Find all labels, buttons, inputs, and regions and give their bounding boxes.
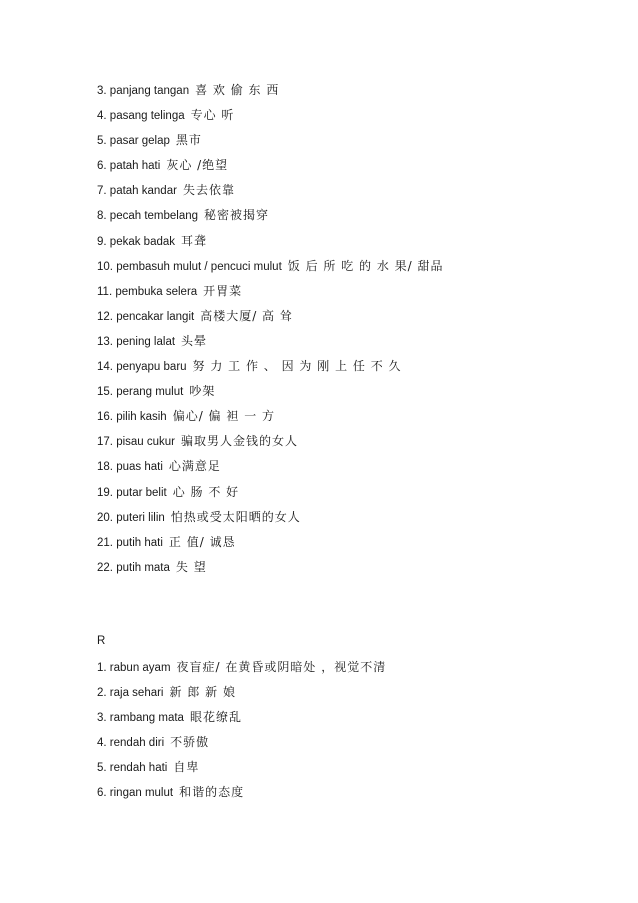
item-number: 16.	[97, 411, 113, 424]
malay-term: pecah tembelang	[109, 210, 199, 223]
chinese-meaning: 偏心/ 偏 袒 一 方	[172, 409, 276, 424]
malay-term: putih hati	[116, 536, 163, 549]
list-item	[97, 156, 617, 181]
chinese-meaning: 夜盲症/ 在黄昏或阴暗处 ，视觉不清	[176, 660, 387, 674]
item-number: 3.	[97, 712, 107, 725]
chinese-meaning: 怕热或受太阳晒的女人	[170, 509, 301, 524]
chinese-meaning: 秘密被揭穿	[204, 208, 270, 223]
malay-term: pembuka selera	[115, 285, 198, 298]
list-item	[97, 307, 617, 332]
chinese-meaning: 喜 欢 偷 东 西	[195, 83, 280, 97]
chinese-meaning: 自卑	[173, 760, 200, 775]
idiom-list-p	[97, 81, 617, 583]
list-item	[97, 533, 617, 558]
malay-term: puteri lilin	[116, 511, 165, 524]
chinese-meaning: 吵架	[189, 384, 216, 399]
item-number: 7.	[97, 185, 107, 198]
chinese-meaning: 新 郎 新 娘	[169, 685, 236, 700]
malay-term: panjang tangan	[109, 85, 190, 97]
list-item	[97, 232, 617, 257]
item-number: 4.	[97, 737, 107, 750]
item-number: 18.	[97, 461, 113, 474]
chinese-meaning: 失 望	[175, 559, 207, 574]
chinese-meaning: 开胃菜	[203, 283, 243, 298]
malay-term: rendah diri	[109, 737, 165, 750]
malay-term: patah kandar	[109, 185, 177, 198]
section-heading-r: R	[97, 635, 106, 647]
malay-term: raja sehari	[109, 687, 164, 700]
list-item	[97, 332, 617, 357]
item-number: 15.	[97, 386, 113, 399]
malay-term: perang mulut	[116, 386, 184, 399]
list-item	[97, 257, 617, 282]
item-number: 8.	[97, 210, 107, 223]
item-number: 6.	[97, 787, 107, 800]
list-item	[97, 357, 617, 382]
chinese-meaning: 和谐的态度	[179, 785, 245, 800]
list-item	[97, 758, 617, 783]
item-number: 4.	[97, 110, 107, 123]
chinese-meaning: 饭 后 所 吃 的 水 果/ 甜品	[287, 258, 444, 273]
list-item	[97, 558, 617, 583]
list-item	[97, 282, 617, 307]
item-number: 1.	[97, 662, 107, 674]
malay-term: pilih kasih	[116, 411, 167, 424]
malay-term: putar belit	[116, 486, 167, 499]
list-item	[97, 733, 617, 758]
item-number: 13.	[97, 335, 113, 348]
chinese-meaning: 心满意足	[168, 459, 221, 474]
chinese-meaning: 眼花缭乱	[189, 710, 242, 725]
chinese-meaning: 头晕	[181, 333, 208, 348]
chinese-meaning: 正 值/ 诚恳	[168, 534, 236, 549]
list-item	[97, 131, 617, 156]
item-number: 5.	[97, 135, 107, 148]
item-number: 21.	[97, 536, 113, 549]
item-number: 5.	[97, 762, 107, 775]
malay-term: pening lalat	[116, 335, 176, 348]
list-item	[97, 432, 617, 457]
malay-term: pasar gelap	[109, 135, 170, 148]
chinese-meaning: 耳聋	[181, 233, 208, 248]
list-item	[97, 206, 617, 231]
item-number: 17.	[97, 436, 113, 449]
item-number: 9.	[97, 235, 107, 248]
malay-term: rabun ayam	[109, 662, 171, 674]
idiom-list-r	[97, 658, 617, 809]
list-item	[97, 106, 617, 131]
malay-term: pisau cukur	[116, 436, 176, 449]
chinese-meaning: 失去依靠	[182, 183, 235, 198]
item-number: 14.	[97, 361, 113, 374]
chinese-meaning: 努 力 工 作 、 因 为 刚 上 任 不 久	[192, 359, 402, 374]
malay-term: pembasuh mulut / pencuci mulut	[116, 260, 282, 273]
chinese-meaning: 心 肠 不 好	[172, 484, 240, 499]
list-item	[97, 382, 617, 407]
chinese-meaning: 专心 听	[190, 108, 235, 123]
malay-term: putih mata	[116, 561, 170, 574]
item-number: 2.	[97, 687, 107, 700]
list-item	[97, 508, 617, 533]
list-item	[97, 457, 617, 482]
chinese-meaning: 高楼大厦/ 高 耸	[200, 308, 293, 323]
chinese-meaning: 不骄傲	[170, 735, 210, 750]
item-number: 19.	[97, 486, 113, 499]
malay-term: rambang mata	[109, 712, 184, 725]
malay-term: rendah hati	[109, 762, 168, 775]
malay-term: patah hati	[109, 160, 161, 173]
item-number: 22.	[97, 561, 113, 574]
item-number: 12.	[97, 310, 113, 323]
malay-term: ringan mulut	[109, 787, 174, 800]
malay-term: penyapu baru	[116, 361, 187, 374]
malay-term: pasang telinga	[109, 110, 185, 123]
malay-term: pencakar langit	[116, 310, 195, 323]
chinese-meaning: 灰心 /绝望	[166, 158, 229, 173]
list-item	[97, 708, 617, 733]
item-number: 10.	[97, 260, 113, 273]
chinese-meaning: 黑市	[175, 133, 202, 148]
chinese-meaning: 骗取男人金钱的女人	[181, 434, 299, 449]
list-item	[97, 783, 617, 808]
list-item	[97, 683, 617, 708]
item-number: 6.	[97, 160, 107, 173]
item-number: 3.	[97, 85, 107, 97]
list-item	[97, 483, 617, 508]
malay-term: puas hati	[116, 461, 163, 474]
item-number: 11.	[97, 285, 113, 298]
malay-term: pekak badak	[109, 235, 176, 248]
list-item	[97, 658, 617, 683]
item-number: 20.	[97, 511, 113, 524]
list-item	[97, 407, 617, 432]
list-item	[97, 81, 617, 106]
list-item	[97, 181, 617, 206]
